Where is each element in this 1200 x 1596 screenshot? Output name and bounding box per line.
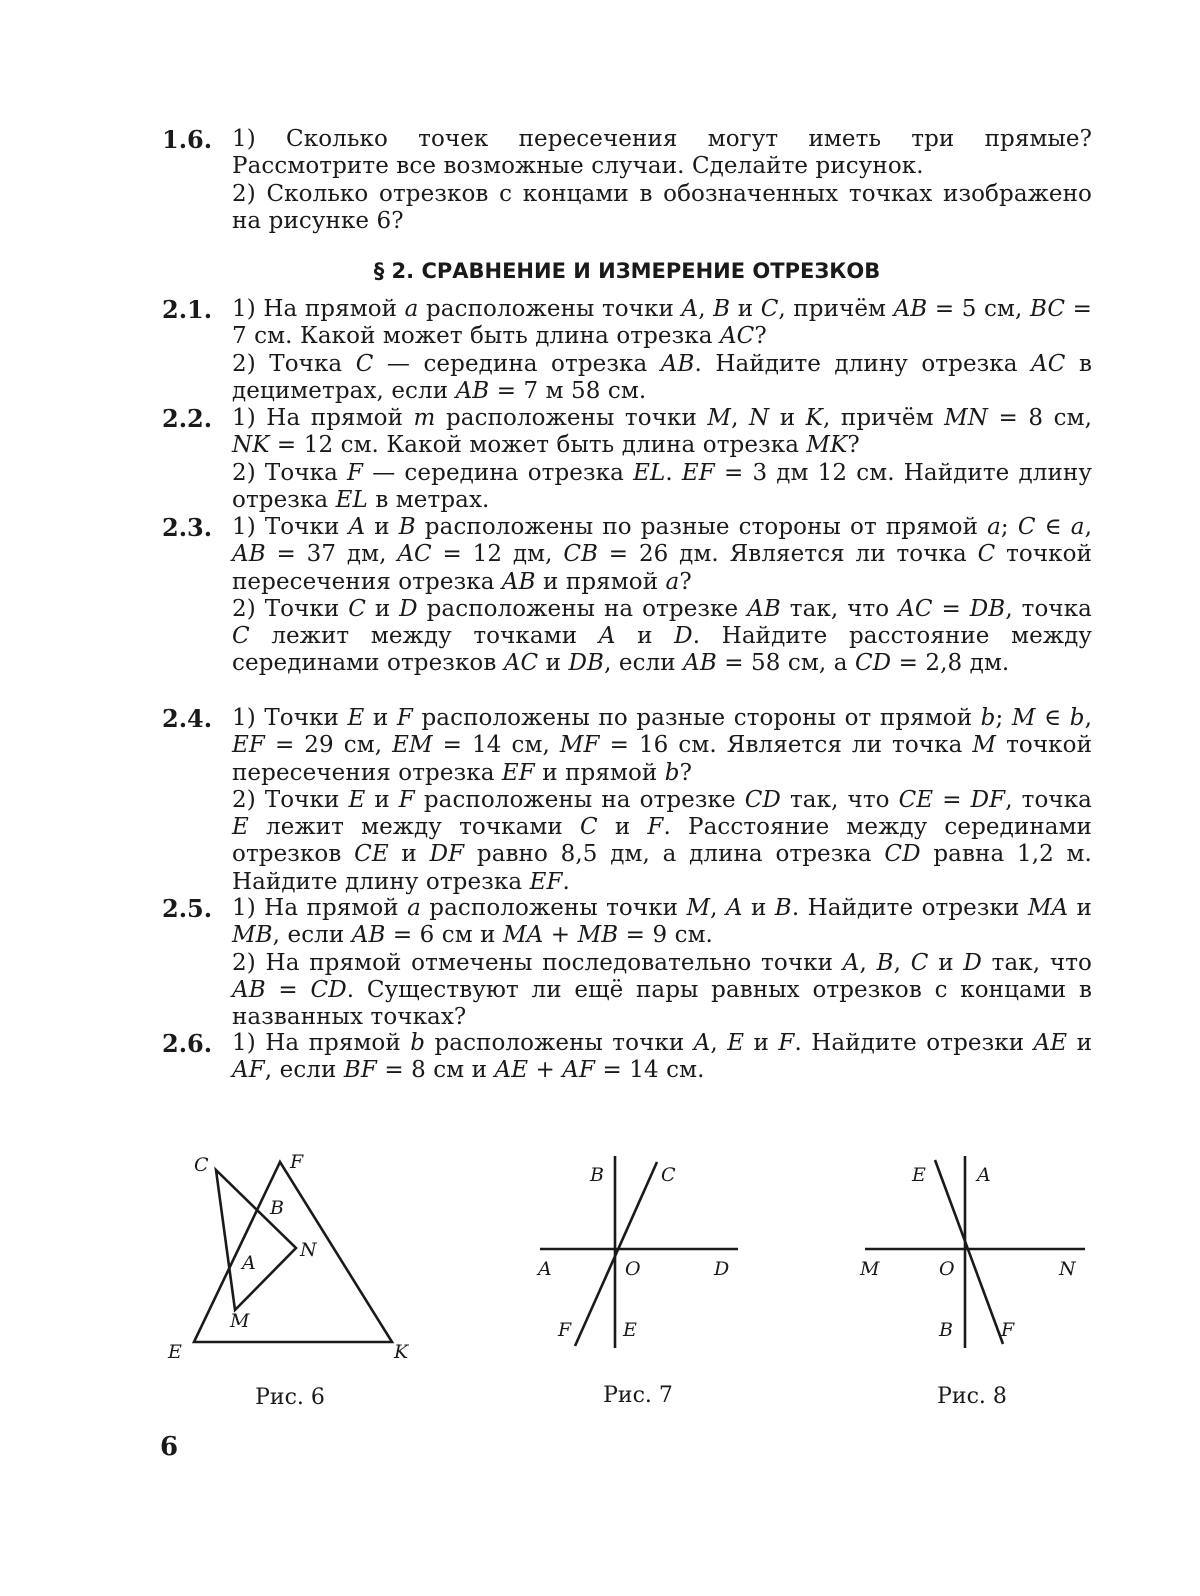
problem-2-6	[162, 1030, 1092, 1085]
text-run: расположены точки	[418, 296, 682, 322]
math-variable: B	[774, 895, 792, 921]
text-run: 1) Точки	[232, 705, 348, 731]
math-variable: A	[681, 296, 699, 322]
text-run: = 12 см. Какой может быть длина отрезка	[269, 432, 807, 459]
text-run: и	[597, 814, 648, 841]
math-variable: AB	[660, 350, 695, 377]
label-f: F	[1001, 1319, 1015, 1341]
text-run: ?	[847, 432, 860, 459]
problem-2-2	[162, 405, 1092, 514]
problem-part	[232, 126, 1092, 181]
text-run: ;	[1000, 514, 1018, 540]
text-run: = 7 см. Какой может быть длина отрезка	[232, 296, 1092, 350]
figure-6-drawing	[160, 1140, 430, 1370]
text-run: в метрах.	[367, 486, 490, 513]
math-variable: CD	[310, 976, 347, 1003]
text-run: лежит между точками	[248, 814, 580, 841]
text-run: , точка	[1005, 595, 1092, 622]
math-variable: B	[713, 296, 731, 322]
text-run: 2) Точка	[232, 459, 348, 486]
text-run: и	[365, 595, 400, 622]
text-run: .	[665, 459, 682, 486]
math-variable: F	[647, 814, 664, 841]
math-variable: b	[410, 1030, 426, 1056]
figure-8-drawing	[855, 1150, 1095, 1360]
math-variable: AB	[683, 650, 717, 677]
text-run: так, что	[780, 786, 899, 813]
text-run: расположены точки	[420, 895, 687, 921]
math-variable: m	[413, 405, 436, 431]
math-variable: F	[396, 705, 413, 731]
math-variable: AB	[455, 377, 490, 404]
math-variable: AB	[232, 541, 266, 568]
text-run: = 12 дм,	[431, 541, 564, 568]
page-number: 6	[160, 1432, 179, 1462]
problem-part	[232, 950, 1092, 1032]
math-variable: CE	[354, 841, 389, 868]
math-variable: DF	[970, 786, 1006, 813]
problem-part	[232, 296, 1092, 351]
math-variable: K	[805, 405, 823, 431]
text-run: и прямой	[535, 568, 666, 595]
math-variable: EF	[501, 759, 535, 786]
math-variable: CE	[898, 786, 934, 813]
text-run: = 2,8 дм.	[891, 650, 1010, 677]
math-variable: b	[1069, 705, 1085, 731]
text-run: = 7 м 58 см.	[489, 377, 647, 404]
math-variable: BF	[343, 1057, 377, 1084]
math-variable: N	[748, 405, 770, 431]
text-run: =	[932, 595, 970, 622]
math-variable: D	[674, 623, 693, 650]
text-run: ?	[754, 323, 767, 350]
text-run: +	[543, 922, 578, 949]
text-run: ∈	[1035, 514, 1071, 540]
problem-number: 1.6.	[162, 125, 213, 154]
math-variable: AC	[397, 541, 432, 568]
label-e: E	[623, 1319, 637, 1341]
math-variable: E	[347, 705, 365, 731]
text-run: 1) Точки	[232, 514, 349, 540]
text-run: и	[928, 949, 964, 976]
text-run: 1) На прямой	[232, 1030, 411, 1056]
text-run: , причём	[822, 405, 945, 431]
figure-8-caption: Рис. 8	[937, 1384, 1007, 1409]
problem-number: 2.2.	[162, 404, 213, 433]
problem-part	[232, 787, 1092, 896]
math-variable: AB	[893, 296, 928, 322]
math-variable: AB	[501, 568, 536, 595]
text-run: = 16 см. Является ли точка	[599, 732, 973, 759]
text-run: ;	[995, 705, 1012, 731]
math-variable: b	[980, 705, 996, 731]
text-run: ?	[679, 759, 693, 786]
math-variable: C	[355, 350, 374, 377]
problem-2-4	[162, 705, 1092, 896]
math-variable: MF	[559, 732, 600, 759]
text-run: 1) На прямой	[232, 895, 408, 921]
label-a: A	[538, 1258, 552, 1280]
math-variable: MK	[806, 432, 848, 459]
problem-2-3	[162, 514, 1092, 678]
label-e: E	[168, 1341, 182, 1363]
problem-part	[232, 705, 1092, 787]
math-variable: M	[686, 895, 711, 921]
text-run: — середина отрезка	[363, 459, 634, 486]
math-variable: AC	[719, 323, 755, 350]
text-run: равно 8,5 дм, а длина отрезка	[464, 841, 885, 868]
text-run: расположены по разные стороны от прямой	[415, 514, 988, 540]
math-variable: B	[876, 949, 894, 976]
math-variable: BC	[1029, 296, 1066, 322]
figure-7-caption: Рис. 7	[603, 1383, 673, 1408]
text-run: ∈	[1035, 705, 1070, 731]
text-run: и	[365, 786, 399, 813]
text-run: — середина отрезка	[373, 350, 661, 377]
math-variable: AB	[232, 976, 266, 1003]
math-variable: A	[842, 949, 860, 976]
text-run: расположены точки	[435, 405, 708, 431]
label-a: A	[242, 1252, 256, 1274]
math-variable: DF	[429, 841, 465, 868]
math-variable: AE	[494, 1057, 529, 1084]
label-m: M	[230, 1310, 250, 1332]
figure-7-drawing	[530, 1150, 750, 1360]
math-variable: AC	[503, 650, 539, 677]
text-run: и	[538, 650, 569, 677]
text-run: . Найдите отрезки	[794, 1030, 1034, 1056]
problem-part	[232, 1030, 1092, 1085]
text-run: и	[769, 405, 806, 431]
problem-text	[232, 705, 1092, 896]
text-run: = 5 см,	[927, 296, 1030, 322]
math-variable: C	[760, 296, 779, 322]
label-f: F	[558, 1319, 572, 1341]
problem-2-5	[162, 895, 1092, 1031]
math-variable: a	[665, 568, 680, 595]
text-run: . Найдите отрезки	[791, 895, 1028, 921]
math-variable: D	[963, 949, 982, 976]
math-variable: EL	[335, 486, 368, 513]
math-variable: CD	[744, 786, 781, 813]
problem-text	[232, 514, 1092, 678]
math-variable: F	[347, 459, 364, 486]
text-run: ,	[859, 949, 877, 976]
math-variable: E	[348, 786, 366, 813]
text-run: и прямой	[534, 759, 665, 786]
text-run: и	[388, 841, 430, 868]
problem-part	[232, 514, 1092, 596]
math-variable: CD	[854, 650, 892, 677]
text-run: = 3 дм 12 см. Найдите длину отрезка	[232, 459, 1092, 513]
problem-number: 2.3.	[162, 513, 213, 542]
text-run: ,	[698, 296, 714, 322]
text-run: ?	[679, 568, 692, 595]
text-run: и	[742, 895, 775, 921]
section-heading: § 2. СРАВНЕНИЕ И ИЗМЕРЕНИЕ ОТРЕЗКОВ	[373, 259, 881, 283]
text-run: так, что	[780, 595, 899, 622]
text-run: 2) Точки	[232, 595, 349, 622]
math-variable: M	[707, 405, 732, 431]
problem-2-1	[162, 296, 1092, 405]
text-run: расположены на отрезке	[417, 595, 748, 622]
math-variable: A	[598, 623, 616, 650]
text-run: ,	[1084, 705, 1092, 731]
math-variable: AC	[898, 595, 933, 622]
text-run: = 8 см,	[987, 405, 1092, 431]
problem-1-6	[162, 126, 1092, 235]
math-variable: a	[1070, 514, 1085, 540]
text-run: 1) Сколько точек пересечения могут иметь три прямые? Рассмотрите все возможные случаи. Сделайте рисунок.	[232, 126, 1092, 180]
text-run: в дециметрах, если	[232, 350, 1092, 404]
line-ef	[935, 1160, 1003, 1344]
text-run: и	[615, 623, 675, 650]
label-o: O	[625, 1258, 641, 1280]
math-variable: F	[398, 786, 415, 813]
problem-part	[232, 460, 1092, 515]
math-variable: MB	[232, 922, 273, 949]
problem-number: 2.5.	[162, 894, 213, 923]
text-run: ,	[893, 949, 911, 976]
text-run: =	[933, 786, 971, 813]
math-variable: E	[727, 1030, 745, 1056]
label-n: N	[300, 1239, 317, 1261]
math-variable: M	[1011, 705, 1036, 731]
text-run: , причём	[778, 296, 894, 322]
label-c: C	[661, 1164, 676, 1186]
math-variable: NK	[232, 432, 270, 459]
text-run: , если	[264, 1057, 344, 1084]
text-run: 2) Точки	[232, 786, 349, 813]
math-variable: A	[725, 895, 743, 921]
text-run: +	[528, 1057, 563, 1084]
text-run: ,	[710, 1030, 728, 1056]
math-variable: AB	[747, 595, 781, 622]
label-b: B	[939, 1319, 953, 1341]
label-e: E	[912, 1164, 926, 1186]
figure-7	[530, 1150, 750, 1360]
math-variable: AF	[562, 1057, 596, 1084]
text-run: = 26 дм. Является ли точка	[598, 541, 978, 568]
math-variable: a	[404, 296, 419, 322]
text-run: и	[730, 296, 761, 322]
text-run: , точка	[1005, 786, 1092, 813]
math-variable: a	[987, 514, 1001, 540]
math-variable: EL	[633, 459, 666, 486]
text-run: точкой пересечения отрезка	[232, 541, 1093, 595]
problem-part	[232, 895, 1092, 950]
problem-part	[232, 181, 1092, 236]
text-run: ,	[731, 405, 749, 431]
text-run: и	[1067, 1030, 1093, 1056]
label-d: D	[714, 1258, 730, 1280]
problem-text	[232, 126, 1092, 235]
text-run: , если	[272, 922, 352, 949]
math-variable: EM	[392, 732, 433, 759]
math-variable: B	[398, 514, 416, 540]
text-run: = 9 см.	[618, 922, 713, 949]
label-c: C	[194, 1154, 209, 1176]
text-run: 2) Точка	[232, 350, 356, 377]
math-variable: a	[407, 895, 421, 921]
figure-6-caption: Рис. 6	[255, 1385, 325, 1410]
text-run: 1) На прямой	[232, 296, 405, 322]
text-run: ,	[710, 895, 726, 921]
text-run: и	[364, 705, 397, 731]
math-variable: C	[977, 541, 996, 568]
problem-text	[232, 405, 1092, 514]
text-run: = 29 см,	[264, 732, 393, 759]
text-run: расположены по разные стороны от прямой	[412, 705, 981, 731]
math-variable: AE	[1033, 1030, 1068, 1056]
text-run: . Найдите длину отрезка	[694, 350, 1032, 377]
label-b: B	[590, 1164, 604, 1186]
math-variable: AF	[232, 1057, 265, 1084]
math-variable: MA	[1027, 895, 1069, 921]
math-variable: DB	[568, 650, 605, 677]
text-run: лежит между точками	[249, 623, 599, 650]
math-variable: MB	[577, 922, 619, 949]
text-run: =	[265, 976, 311, 1003]
text-run: , если	[604, 650, 684, 677]
text-run: расположены точки	[425, 1030, 694, 1056]
math-variable: C	[1017, 514, 1036, 540]
text-run: = 8 см и	[376, 1057, 495, 1084]
math-variable: b	[664, 759, 680, 786]
label-a: A	[977, 1164, 991, 1186]
label-o: O	[939, 1258, 955, 1280]
math-variable: A	[693, 1030, 711, 1056]
text-run: 2) Сколько отрезков с концами в обозначенных точках изображено на рисунке 6?	[232, 180, 1092, 234]
label-b: B	[270, 1197, 284, 1219]
text-run: = 6 см и	[385, 922, 504, 949]
label-k: K	[394, 1341, 409, 1363]
problem-number: 2.1.	[162, 295, 213, 324]
math-variable: C	[910, 949, 929, 976]
problem-part	[232, 596, 1092, 678]
text-run: и	[744, 1030, 779, 1056]
math-variable: DB	[969, 595, 1006, 622]
figure-6	[160, 1140, 430, 1370]
math-variable: E	[232, 814, 249, 841]
text-run: и	[1068, 895, 1092, 921]
math-variable: C	[579, 814, 598, 841]
problem-number: 2.6.	[162, 1029, 213, 1058]
text-run: = 58 см, а	[716, 650, 855, 677]
math-variable: MN	[944, 405, 988, 431]
text-run: . Найдите расстояние между серединами отрезков	[232, 623, 1092, 677]
problem-text	[232, 895, 1092, 1031]
triangle-cnm	[216, 1170, 296, 1310]
math-variable: MA	[503, 922, 544, 949]
text-run: 2) На прямой отмечены последовательно точки	[232, 949, 843, 976]
math-variable: M	[972, 732, 997, 759]
math-variable: CD	[884, 841, 921, 868]
text-run: так, что	[981, 949, 1092, 976]
text-run: точкой пересечения отрезка	[232, 732, 1092, 786]
label-n: N	[1059, 1258, 1076, 1280]
text-run: 1) На прямой	[232, 405, 414, 431]
problem-number: 2.4.	[162, 704, 213, 733]
figure-8	[855, 1150, 1095, 1360]
label-m: M	[860, 1258, 880, 1280]
math-variable: CB	[563, 541, 599, 568]
math-variable: A	[348, 514, 366, 540]
math-variable: EF	[232, 732, 265, 759]
math-variable: F	[778, 1030, 795, 1056]
problem-part	[232, 351, 1092, 406]
math-variable: AB	[351, 922, 386, 949]
math-variable: AC	[1031, 350, 1066, 377]
text-run: равна 1,2 м. Найдите длину отрезка	[232, 841, 1092, 895]
text-run: = 37 дм,	[265, 541, 398, 568]
text-run: . Расстояние между серединами отрезков	[232, 814, 1092, 868]
math-variable: EF	[529, 868, 563, 895]
text-run: ,	[1084, 514, 1092, 540]
math-variable: C	[232, 623, 250, 650]
math-variable: D	[399, 595, 418, 622]
text-run: и	[365, 514, 399, 540]
math-variable: C	[348, 595, 366, 622]
text-run: .	[562, 868, 570, 895]
text-run: = 14 см.	[595, 1057, 705, 1084]
problem-part	[232, 405, 1092, 460]
math-variable: EF	[681, 459, 715, 486]
text-run: = 14 см,	[432, 732, 560, 759]
text-run: расположены на отрезке	[414, 786, 745, 813]
problem-text	[232, 1030, 1092, 1085]
problem-text	[232, 296, 1092, 405]
text-run: . Существуют ли ещё пары равных отрезков с концами в названных точках?	[232, 976, 1092, 1031]
label-f: F	[290, 1151, 304, 1173]
